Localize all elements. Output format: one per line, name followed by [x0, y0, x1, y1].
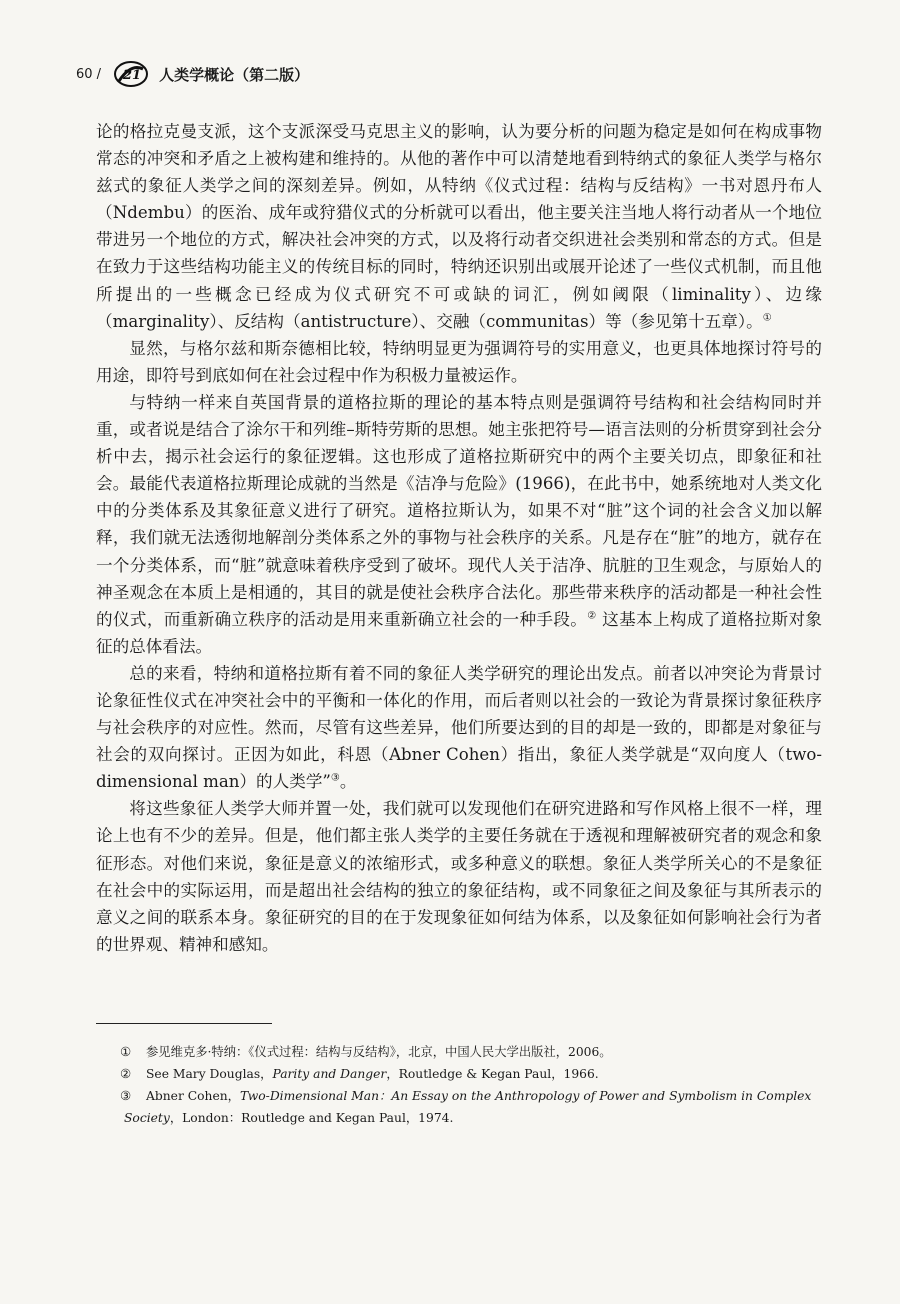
- footnote-text: ，London：Routledge and Kegan Paul，1974.: [169, 1111, 454, 1125]
- footnote-text: Abner Cohen，: [146, 1089, 240, 1103]
- footnote-mark: ①: [120, 1045, 132, 1059]
- footnote-text: 参见维克多·特纳：《仪式过程：结构与反结构》，北京，中国人民大学出版社，2006。: [146, 1045, 612, 1059]
- paragraph-text: 。: [339, 772, 357, 792]
- paragraph-text: 总的来看，特纳和道格拉斯有着不同的象征人类学研究的理论出发点。前者以冲突论为背景讨论象征性仪式在冲突社会中的平衡和一体化的作用，而后者则以社会的一致论为背景探讨象征秩序与社会秩序的对应性。然而，尽管有这些差异，他们所要达到的目的却是一致的，即都是对象征与社会的双向探讨。正因为如此，科恩（Abner Cohen）指出，象征人类学就是“双向度人（two-dimensional man）的人类学”: [96, 663, 822, 792]
- body-text: [96, 118, 822, 958]
- paragraph-text: 论的格拉克曼支派，这个支派深受马克思主义的影响，认为要分析的问题为稳定是如何在构成事物常态的冲突和矛盾之上被构建和维持的。从他的著作中可以清楚地看到特纳式的象征人类学与格尔兹式的象征人类学之间的深刻差异。例如，从特纳《仪式过程：结构与反结构》一书对恩丹布人（Ndembu）的医治、成年或狩猎仪式的分析就可以看出，他主要关注当地人将行动者从一个地位带进另一个地位的方式，解决社会冲突的方式，以及将行动者交织进社会类别和常态的方式。但是在致力于这些结构功能主义的传统目标的同时，特纳还识别出或展开论述了一些仪式机制，而且他所提出的一些概念已经成为仪式研究不可或缺的词汇，例如阈限（liminality）、边缘（marginality）、反结构（antistructure）、交融（communitas）等（参见第十五章）。: [96, 122, 822, 331]
- paragraph-text: 将这些象征人类学大师并置一处，我们就可以发现他们在研究进路和写作风格上很不一样，理论上也有不少的差异。但是，他们都主张人类学的主要任务就在于透视和理解被研究者的观念和象征形态。对他们来说，象征是意义的浓缩形式，或多种意义的联想。象征人类学所关心的不是象征在社会中的实际运用，而是超出社会结构的独立的象征结构，或不同象征之间及象征与其所表示的意义之间的联系本身。象征研究的目的在于发现象征如何结为体系，以及象征如何影响社会行为者的世界观、精神和感知。: [96, 799, 822, 954]
- footnote-text: See Mary Douglas，: [146, 1067, 273, 1081]
- footnotes: [96, 1041, 822, 1129]
- footnote-ref: ②: [587, 610, 597, 622]
- footnote: [96, 1063, 822, 1085]
- paragraph: [96, 795, 822, 958]
- footnote-ref: ③: [330, 772, 340, 784]
- paragraph: [96, 389, 822, 660]
- paragraph: [96, 118, 822, 335]
- book-title: 人类学概论（第二版）: [159, 65, 310, 84]
- footnote-divider: [96, 1023, 272, 1024]
- paragraph-text: 显然，与格尔兹和斯奈德相比较，特纳明显更为强调符号的实用意义，也更具体地探讨符号的用途，即符号到底如何在社会过程中作为积极力量被运作。: [96, 338, 822, 385]
- paragraph-text: 这基本上构成了道格拉斯对象征的总体看法。: [96, 609, 823, 656]
- page-header: [76, 56, 309, 92]
- 21-century-logo-icon: [113, 59, 149, 89]
- paragraph-text: 与特纳一样来自英国背景的道格拉斯的理论的基本特点则是强调符号结构和社会结构同时并重，或者说是结合了涂尔干和列维–斯特劳斯的思想。她主张把符号—语言法则的分析贯穿到社会分析中去，揭示社会运行的象征逻辑。这也形成了道格拉斯研究中的两个主要关切点，即象征和社会。最能代表道格拉斯理论成就的当然是《洁净与危险》(1966)，在此书中，她系统地对人类文化中的分类体系及其象征意义进行了研究。道格拉斯认为，如果不对“脏”这个词的社会含义加以解释，我们就无法透彻地解剖分类体系之外的事物与社会秩序的关系。凡是存在“脏”的地方，就存在一个分类体系，而“脏”就意味着秩序受到了破坏。现代人关于洁净、肮脏的卫生观念，与原始人的神圣观念在本质上是相通的，其目的就是使社会秩序合法化。那些带来秩序的活动都是一种社会性的仪式，而重新确立秩序的活动是用来重新确立社会的一种手段。: [96, 392, 822, 629]
- footnote-ref: ①: [762, 312, 772, 324]
- footnote-title: Two-Dimensional Man：An Essay on the Anthropology of Power and Symbolism in Complex Society: [124, 1089, 812, 1125]
- footnote-mark: ③: [120, 1089, 132, 1103]
- svg-text:21: 21: [123, 68, 142, 83]
- footnote: [96, 1041, 822, 1063]
- page-number: 60 /: [76, 66, 102, 82]
- footnote-title: Parity and Danger: [272, 1067, 387, 1081]
- footnote-mark: ②: [120, 1067, 132, 1081]
- footnote-text: ，Routledge & Kegan Paul，1966.: [386, 1067, 599, 1081]
- footnote: [96, 1085, 822, 1129]
- paragraph: [96, 660, 822, 795]
- paragraph: [96, 335, 822, 389]
